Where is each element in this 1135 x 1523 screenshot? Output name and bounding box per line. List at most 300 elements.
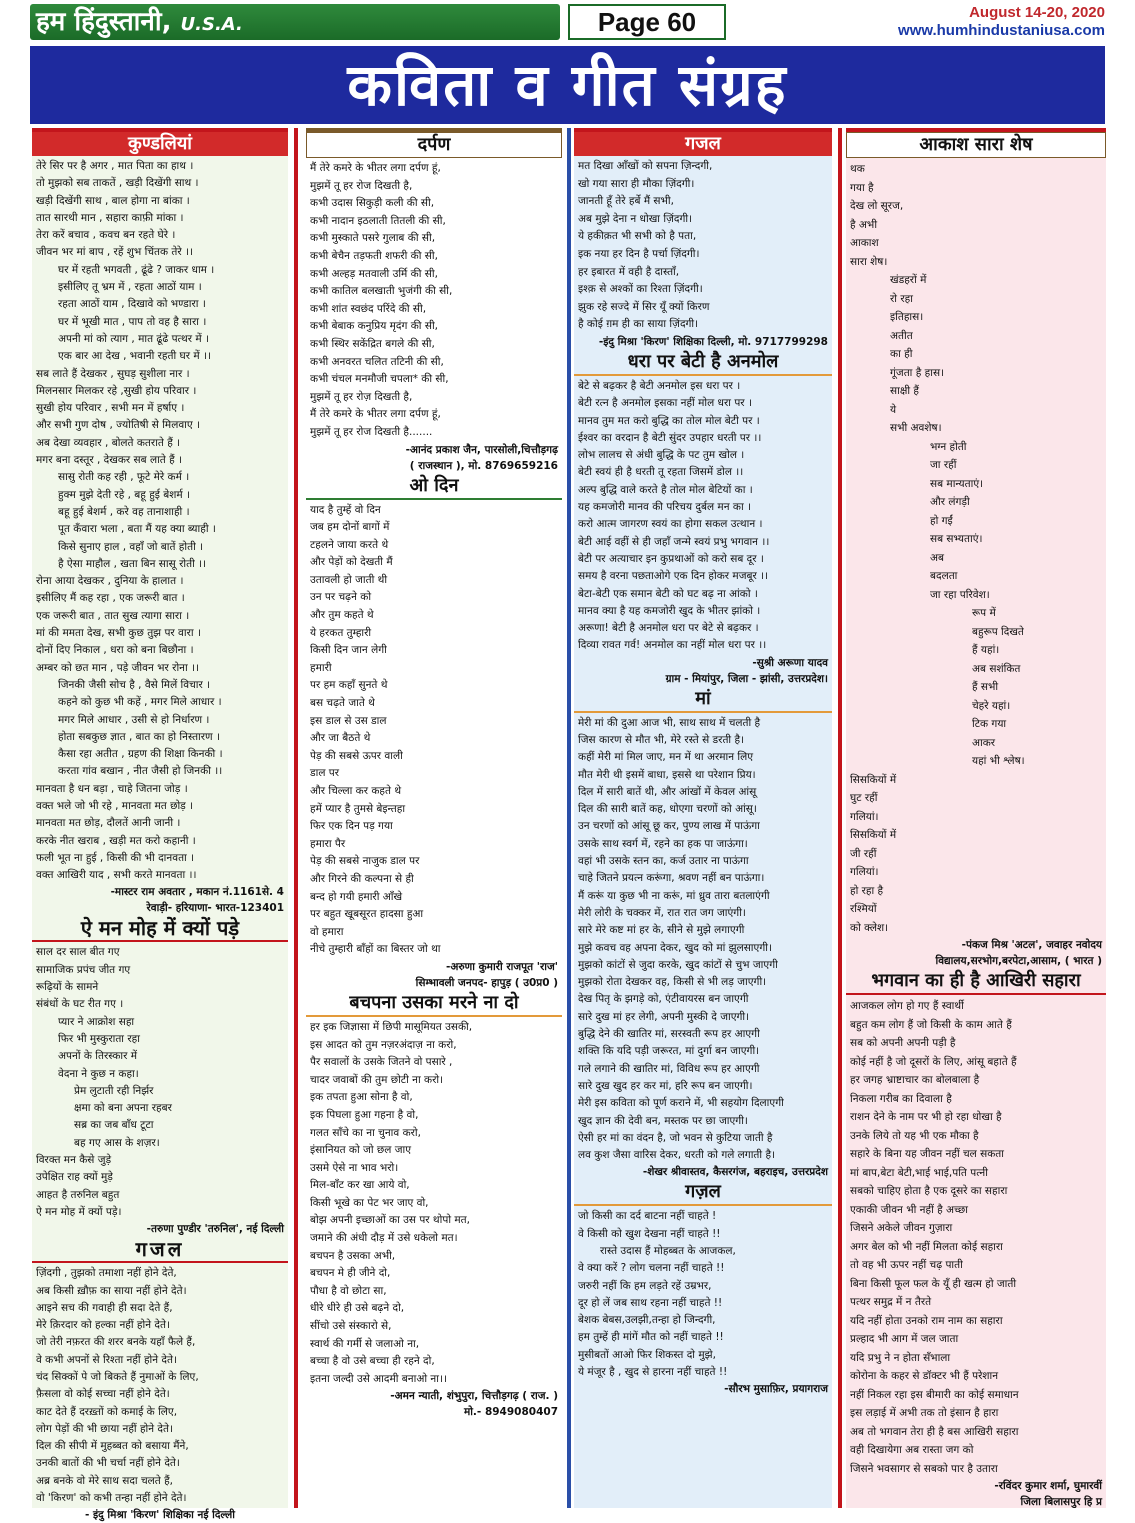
poem-line: टिक गया	[972, 718, 1007, 730]
poem-line: यदि प्रभु ने न होता सँभाला	[850, 1351, 951, 1364]
poem-line: रश्मियों	[850, 903, 877, 915]
poem-line: अतीत	[890, 329, 913, 342]
author-bachpan: -अमन न्याती, शंभुपुरा, चित्तौड़गढ़ ( राज. )	[390, 1390, 558, 1403]
poem-line: उपेक्षित राह क्यों मुड़े	[36, 1171, 113, 1184]
author-odin: -अरुणा कुमारी राजपूत 'राज'	[445, 960, 558, 973]
author-beti-address: ग्राम - मियांपुर, जिला - झांसी, उत्तरप्रदेश।	[665, 672, 828, 685]
page-number: Page 60	[568, 4, 726, 40]
poem-line: इतना जल्दी उसे आदमी बनाओ ना।।	[310, 1372, 447, 1385]
poem-line: मुसीबतों आओ फिर शिकस्त दो मुझे,	[578, 1348, 716, 1361]
author-akash-address: विद्यालय,सरभोग,बरपेटा,आसाम, ( भारत )	[935, 955, 1102, 967]
poem-line: वे कभी अपनों से रिश्ता नहीं होने देते।	[36, 1353, 177, 1366]
poem-line: गलियां।	[850, 866, 879, 878]
poem-line: अगर बेल को भी नहीं मिलता कोई सहारा	[850, 1240, 1003, 1253]
poem-line: लव कुश जैसा वारिस देकर, धरती को गले लगाती है।	[578, 1149, 776, 1162]
poem-line: जिनकी जैसी सोच है , वैसे मिलें विचार ।	[58, 678, 211, 691]
poem-line: सासु रोती कह रही , फूटे मेरे कर्म ।	[58, 471, 190, 484]
poem-line: संबंधों के घट रीत गए ।	[36, 998, 124, 1011]
poem-line: कभी चंचल मनमौजी चपला* की सी,	[310, 373, 449, 386]
poem-line: ऐसी हर मां का वंदन है, जो भवन से कुटिया जाती है	[578, 1131, 773, 1144]
poem-line: कोई नहीं है जो दूसरों के लिए, आंसू बहाते हैं	[850, 1055, 1017, 1068]
poem-line: भग्न होती	[930, 440, 967, 453]
poem-line: गया है	[850, 181, 874, 194]
poem-line: हो गईं	[930, 514, 953, 527]
poem-title-gajal: गजल	[574, 132, 832, 156]
poem-line: फली भूत ना हुई , किसी की भी दानवता ।	[36, 851, 195, 864]
poem-line: सारे दुख खुद हर कर मां, हरि रूप बन जाएगी।	[578, 1079, 753, 1092]
poem-line: बन्द हो गयी हमारी आँखे	[310, 890, 403, 903]
poem-line: उतावली हो जाती थी	[310, 573, 388, 586]
poem-line: सब्र का जब बाँध टूटा	[74, 1119, 154, 1132]
poem-line: खो गया सारा ही मौका ज़िंदगी।	[578, 177, 695, 190]
poem-kundaliyan	[32, 156, 288, 884]
poem-line: दिव्या रावत गर्व! अनमोल का नहीं मोल धरा पर ।।	[578, 639, 767, 652]
poem-line: दूर हो लें जब साथ रहना नहीं चाहते !!	[578, 1296, 723, 1309]
column-4	[846, 128, 1106, 1508]
poem-line: अब किसी ख़ौफ़ का साया नहीं होने देते।	[36, 1284, 187, 1297]
poem-line: अब सशंकित	[972, 662, 1021, 675]
poem-line: है अभी	[850, 218, 878, 231]
column-2	[306, 128, 562, 1508]
poem-line: हुक्म मुझे देती रहे , बहू हुई बेशर्म ।	[58, 488, 191, 501]
poem-title-bachpan: बचपना उसका मरने ना दो	[306, 991, 562, 1017]
poem-line: अम्बर को छत मान , पड़े जीवन भर रोना ।।	[36, 661, 200, 674]
poem-line: है ऐसा माहौल , खता बिन सासू रोती ।।	[58, 557, 207, 570]
poem-line: का ही	[890, 348, 913, 360]
poem-line: जिसने भवसागर से सबको पार है उतारा	[850, 1462, 998, 1475]
poem-line: गलत साँचे का ना चुनाव करो,	[310, 1126, 421, 1139]
poem-title-kundaliyan: कुण्डलियां	[32, 132, 288, 156]
poem-line: वे क्या करें ? लोग चलना नहीं चाहते !!	[578, 1262, 725, 1275]
poem-line: हमारी	[310, 661, 332, 674]
poem-line: वही दिखायेगा अब रास्ता जग को	[850, 1444, 974, 1456]
poem-line: इक नया हर दिन है पर्चा ज़िंदगी।	[578, 247, 700, 260]
poem-line: है कोई ग़म ही का साया ज़िंदगी।	[578, 318, 699, 331]
poem-line: तो मुझको सब ताकतें , खड़ी दिखेंगी साथ ।	[36, 177, 199, 190]
poem-line: हमारा पैर	[310, 837, 346, 850]
poem-line: एक बार आ देख , भवानी रहती घर में ।।	[58, 350, 211, 363]
poem-line: वो हमारा	[310, 925, 344, 938]
poem-bachpan	[306, 1017, 562, 1388]
poem-line: सहारे के बिना यह जीवन नहीं चल सकता	[850, 1148, 1004, 1160]
column-1	[32, 128, 288, 1522]
poem-line: हम तुम्हें ही मांगें मौत को नहीं चाहते !!	[578, 1331, 724, 1344]
poem-line: जिसने अकेले जीवन गुज़ारा	[850, 1222, 953, 1234]
poem-line: मेरी इस कविता को पूर्ण कराने में, भी सहयोग दिलाएगी	[578, 1097, 784, 1110]
poem-beti	[574, 376, 832, 655]
poem-line: नहीं निकल रहा इस बीमारी का कोई समाधान	[850, 1388, 1019, 1401]
poem-line: कभी अल्हड़ मतवाली उर्मि की सी,	[310, 267, 438, 280]
poem-line: प्यार ने आक्रोश सहा	[58, 1015, 135, 1028]
poem-line: यदि नहीं होता उनको राम नाम का सहारा	[850, 1314, 1003, 1327]
poem-line: जब हम दोनों बागों में	[310, 521, 390, 534]
poem-line: ये हकीक़त भी सभी को है पता,	[578, 230, 697, 243]
poem-line: प्रेम लुटाती रही निर्झर	[74, 1084, 154, 1097]
poem-line: सब सभ्यताएं।	[930, 533, 983, 545]
poem-line: विरक्त मन कैसे जुड़े	[36, 1154, 112, 1167]
poem-line: रूप में	[972, 607, 996, 619]
poem-line: घर में रहती भगवती , ढूंढे ? जाकर धाम ।	[58, 263, 215, 276]
poem-line: बोझ अपनी इच्छाओं का उस पर थोपो मत,	[310, 1214, 470, 1227]
poem-line: उनके लिये तो यह भी एक मौका है	[850, 1129, 979, 1142]
poem-line: ज़िंदगी , तुझको तमाशा नहीं होने देते,	[36, 1267, 177, 1280]
author-ghazal: - इंदु मिश्रा 'किरण' शिक्षिका नई दिल्ली	[84, 1509, 235, 1522]
poem-line: करता गांव बखान , नीत जैसी हो जिनकी ।।	[58, 765, 223, 778]
poem-line: मानवता है धन बड़ा , चाहे जितना जोड़ ।	[36, 782, 188, 795]
poem-line: तेरे सिर पर है अगर , मात पिता का हाथ ।	[36, 160, 194, 172]
poem-line: डाल पर	[310, 767, 340, 780]
poem-line: बिना किसी फूल फल के यूँ ही खत्म हो जाती	[850, 1277, 1017, 1290]
poem-line: किसी भूखे का पेट भर जाए वो,	[310, 1196, 429, 1209]
poem-line: इतिहास।	[890, 311, 924, 323]
poem-line: बेटे से बढ़कर है बेटी अनमोल इस धरा पर ।	[578, 379, 741, 392]
poem-line: अब	[930, 551, 945, 564]
author-bachpan-contact: मो.- 8949080407	[463, 1406, 558, 1419]
poem-line: उन चरणों को आंसू छू कर, पुण्य लाख में पाऊंगा	[578, 820, 760, 833]
author-bhagwan: -रविंदर कुमार शर्मा, घुमारवीं	[994, 1480, 1102, 1492]
poem-line: अपनों के तिरस्कार में	[58, 1050, 138, 1063]
poem-line: आहत है तरुनिल बहुत	[36, 1188, 120, 1201]
author-odin-address: सिम्भावली जनपद- हापुड़ ( उ0प्र0 )	[415, 976, 558, 989]
poem-line: लोग पेड़ों की भी छाया नहीं होने देते।	[36, 1422, 173, 1435]
poem-line: फ़ैसला वो कोई सच्चा नहीं होने देते।	[36, 1388, 170, 1401]
poem-line: सामाजिक प्रपंच जीत गए	[36, 963, 131, 976]
poem-line: स्वार्थ की गर्मी से जलाओ ना,	[310, 1337, 420, 1350]
poem-line: बेटा-बेटी एक समान बेटी को घट बढ़ ना आंको ।	[578, 587, 758, 600]
poem-odin	[306, 500, 562, 959]
poem-line: और तुम कहते थे	[310, 609, 374, 622]
issue-info	[898, 4, 1105, 40]
poem-line: उनकी बातों की भी चर्चा नहीं होने देते।	[36, 1457, 180, 1470]
poem-line: मैं तेरे कमरे के भीतर लगा दर्पण हूं,	[310, 408, 441, 421]
poem-line: इक तपता हुआ सोना है वो,	[310, 1091, 413, 1104]
poem-line: जमाने की अंधी दौड़ में उसे धकेलो मत।	[310, 1232, 458, 1245]
poem-line: बह गए आस के शज़र।	[74, 1136, 160, 1149]
poem-title-ghazal: गजल	[32, 1237, 288, 1263]
author-mann: -तरुणा पुण्डीर 'तरुनिल', नई दिल्ली	[146, 1223, 284, 1236]
poem-line: टहलने जाया करते थे	[310, 538, 389, 551]
poem-line: मुझमें तू हर रोज दिखती है.......	[310, 425, 433, 438]
author-darpan: -आनंद प्रकाश जैन, पारसोली,चित्तौड़गढ़	[405, 443, 558, 456]
poem-line: थक	[850, 163, 865, 175]
poem-line: पेड़ की सबसे नाजुक डाल पर	[310, 855, 420, 868]
brand-usa: U.S.A.	[180, 14, 243, 35]
poem-line: हमें प्यार है तुमसे बेइन्तहा	[310, 802, 406, 815]
poem-line: खंडहरों में	[890, 274, 927, 286]
poem-line: वक्त भले जो भी रहे , मानवता मत छोड़ ।	[36, 799, 194, 812]
author-akash: -पंकज मिश्र 'अटल', जवाहर नवोदय	[961, 939, 1102, 951]
poem-line: मुझमें तू हर रोज दिखती है,	[310, 179, 413, 192]
poem-line: मेरी लोरी के चक्कर में, रात रात जग जाएंगी।	[578, 906, 746, 919]
poem-ghazal	[32, 1263, 288, 1507]
poem-line: समय है वरना पछताओगे एक दिन होकर मजबूर ।।	[578, 570, 769, 583]
poem-line: मुझको कांटों से जुदा करके, खुद कांटों से चुभ जाएगी	[578, 958, 778, 971]
poem-gazal2	[574, 1206, 832, 1381]
poem-line: मेरे क़िरदार को हल्का नहीं होने देते।	[36, 1319, 170, 1332]
poem-line: देख पितृ के झगड़े को, एंटीवायरस बन जाएगी	[578, 993, 749, 1006]
poem-line: कभी बेचैन तड़फती शफरी की सी,	[310, 249, 438, 262]
poem-line: आइने सच की गवाही ही सदा देते हैं,	[36, 1301, 173, 1314]
poem-line: गूंजता है हास।	[890, 366, 945, 379]
poem-line: सब को अपनी अपनी पड़ी है	[850, 1037, 956, 1049]
poem-line: तात सारथी मान , सहारा काफ़ी मांका ।	[36, 211, 184, 224]
brand-name: हम हिंदुस्तानी,	[36, 7, 172, 37]
poem-line: वक्त आखिरी याद , सभी करते मानवता ।।	[36, 869, 197, 882]
poem-line: रो रहा	[890, 292, 913, 305]
poem-line: साक्षी हैं	[890, 385, 919, 397]
poem-line: यहां भी श्लेष।	[972, 755, 1025, 767]
poem-line: हो रहा है	[850, 884, 884, 897]
poem-line: वो 'किरण' को कभी तन्हा नहीं होने देते।	[36, 1492, 187, 1505]
poem-line: जानती हूँ तेरे हर्बे मैं सभी,	[578, 195, 674, 208]
poem-line: बचपन मे ही जीने दो,	[310, 1267, 391, 1280]
poem-title-darpan: दर्पण	[306, 132, 562, 158]
poem-line: घर में भूखी मात , पाप तो वह है सारा ।	[58, 315, 207, 328]
poem-line: इश्क़ से अश्कों का रिश्ता ज़िंदगी।	[578, 283, 703, 296]
poem-line: धीरे धीरे ही उसे बढ़ने दो,	[310, 1302, 405, 1315]
poem-line: पैर सवालों के उसके जितने वो पसारे ,	[310, 1056, 453, 1069]
poem-line: रास्ते उदास हैं मोहब्बत के आजकल,	[600, 1245, 736, 1257]
poem-line: मुझे कवच वह अपना देकर, खुद को मां झुलसाएगी।	[578, 941, 772, 954]
poem-line: और पेड़ों को देखती मैं	[310, 556, 393, 569]
poem-line: आकाश	[850, 237, 879, 249]
column-divider	[294, 128, 298, 1508]
poem-line: और चिल्ला कर कहते थे	[310, 785, 402, 797]
poem-line: और सभी गुण दोष , ज्योतिषी से मिलवाए ।	[36, 419, 201, 432]
author-maa: -शेखर श्रीवास्तव, कैसरगंज, बहराइच, उत्तरप्रदेश	[642, 1166, 828, 1179]
poem-line: जो तेरी नफ़रत की शरर बनके यहाँ फैले हैं,	[36, 1336, 196, 1349]
poem-line: ये	[890, 403, 897, 416]
author-kundaliyan: -मास्टर राम अवतार , मकान नं.1161से. 4	[110, 886, 284, 899]
author-gajal: -इंदु मिश्रा 'किरण' शिक्षिका दिल्ली, मो. 9717799298	[598, 335, 828, 348]
poem-title-maa: मां	[574, 687, 832, 713]
poem-line: अल्प बुद्धि वाले करते है तोल मोल बेटियों का ।	[578, 483, 753, 496]
poem-line: लोभ लालच से अंधी बुद्धि के पट तुम खोल ।	[578, 449, 745, 462]
poem-line: मौत मेरी थी इसमें बाधा, इससे था परेशान प्रिय।	[578, 768, 756, 781]
poem-line: इस लड़ाई में अभी तक तो इंसान है हारा	[850, 1407, 999, 1419]
poem-line: किसी दिन जान लेगी	[310, 644, 387, 657]
poem-title-akash: आकाश सारा शेष	[846, 132, 1106, 158]
poem-line: दिल में सारी बातें थी, और आंखों में केवल आंसू	[578, 785, 757, 798]
poem-line: सभी अवशेष।	[890, 422, 942, 434]
poem-title-beti: धरा पर बेटी है अनमोल	[574, 350, 832, 376]
poem-line: और गिरने की कल्पना से ही	[310, 872, 414, 885]
poem-line: फिर एक दिन पड़ गया	[310, 820, 393, 833]
poem-line: अब देखा व्यवहार , बोलते कतराते हैं ।	[36, 436, 181, 449]
poem-line: बहू हुई बेशर्म , करे वह तानाशाही ।	[58, 505, 190, 518]
poem-line: इक पिघला हुआ गहना है वो,	[310, 1108, 419, 1121]
poem-darpan	[306, 158, 562, 442]
poem-mann	[32, 942, 288, 1221]
newspaper-brand	[30, 4, 560, 40]
poem-line: मुझको रोता देखकर वह, किसी से भी लड़ जाएगी।	[578, 976, 767, 989]
poem-line: बस चढ़ते जाते थे	[310, 697, 375, 710]
poem-line: कभी अनवरत चलित तटिनी की सी,	[310, 355, 444, 368]
poem-line: मानव क्या है यह कमजोरी खुद के भीतर झांको ।	[578, 604, 761, 617]
poem-line: उसके साथ स्वर्ग में, रहने का हक पा जाऊंगा।	[578, 837, 748, 850]
poem-line: प्रल्हाद भी आग में जल जाता	[850, 1333, 959, 1345]
poem-line: पर हम कहाँ सुनते थे	[310, 679, 388, 692]
poem-line: मत दिखा आँखों को सपना ज़िन्दगी,	[578, 160, 713, 172]
poem-line: सारे दुख मां हर लेगी, अपनी मुस्की दे जाएगी।	[578, 1010, 750, 1023]
poem-line: बदलता	[930, 570, 958, 582]
column-divider	[567, 128, 571, 1508]
poem-line: कभी शांत स्वछंद परिंदे की सी,	[310, 302, 427, 315]
poem-title-bhagwan: भगवान का ही है आखिरी सहारा	[846, 969, 1106, 995]
poem-line: बेटी आई वहीं से ही जहाँ जन्मे स्वयं प्रभु भगवान ।।	[578, 535, 770, 548]
column-3	[574, 128, 832, 1508]
poem-line: चाहे जितने प्रयत्न करूंगा, श्रवण नहीं बन पाऊंगा।	[578, 872, 765, 885]
poem-title-gazal2: गज़ल	[574, 1180, 832, 1206]
poem-line: सारा शेष।	[850, 255, 888, 268]
poem-line: चंद सिक्कों पे जो बिकते हैं नुमाओं के लिए,	[36, 1371, 199, 1383]
poem-bhagwan	[846, 995, 1106, 1478]
poem-line: सिसकियों में	[850, 773, 897, 786]
author-bhagwan-address: जिला बिलासपुर हि प्र	[1020, 1496, 1102, 1508]
poem-line: आजकल लोग हो गए हैं स्वार्थी	[850, 1000, 964, 1012]
poem-line: गलियां।	[850, 810, 879, 823]
poem-line: रहता आठों याम , दिखावे को भण्डारा ।	[58, 298, 206, 311]
poem-line: अब मुझे देना न धोखा ज़िंदगी।	[578, 212, 693, 225]
poem-line: करके नीत खराब , खड़ी मत करो कहानी ।	[36, 834, 196, 847]
poem-line: मिल-बाँट कर खा आये वो,	[310, 1179, 410, 1192]
poem-line: सब मान्यताएं।	[930, 477, 984, 490]
poem-line: राशन देने के नाम पर भी हो रहा धोखा है	[850, 1111, 1002, 1123]
poem-line: यह कमजोरी मानव की परिचय दुर्बल मन का ।	[578, 501, 751, 514]
poem-line: ये हरकत तुम्हारी	[310, 626, 372, 639]
poem-line: इस आदत को तुम नज़रअंदाज़ ना करो,	[310, 1038, 457, 1051]
poem-line: सबको चाहिए होता है एक दूसरे का सहारा	[850, 1185, 1008, 1197]
poem-line: अपनी मां को त्याग , मात ढूंढे पत्थर में ।	[58, 332, 209, 345]
poem-line: फिर भी मुस्कुराता रहा	[58, 1032, 140, 1045]
poem-line: कहने को कुछ भी कहें , मगर मिले आधार ।	[58, 696, 222, 709]
poem-line: जी रहीं	[850, 847, 877, 860]
poem-line: साल दर साल बीत गए	[36, 946, 120, 959]
poem-line: बहुरूप दिखते	[972, 625, 1024, 638]
poem-line: एकाकी जीवन भी नहीं है अच्छा	[850, 1203, 969, 1216]
poem-line: मगर मिले आधार , उसी से हो निर्धारण ।	[58, 713, 210, 726]
poem-line: करो आत्म जागरण स्वयं का होगा सकल उत्थान ।	[578, 518, 763, 531]
poem-line: कभी नादान इठलाती तितली की सी,	[310, 214, 446, 227]
poem-line: इसीलिए तू भ्रम में , रहता आठों याम ।	[58, 281, 202, 294]
poem-line: हर इबारत में वही है दास्ताँ,	[578, 265, 680, 278]
poem-line: सारे मेरे कष्ट मां हर के, सीने से मुझे लगाएगी	[578, 924, 745, 937]
poem-line: हैं सभी	[972, 681, 999, 693]
poem-line: देख लो सूरज,	[850, 200, 904, 212]
poem-line: चादर जवाबों की तुम छोटी ना करो।	[310, 1073, 444, 1086]
poem-line: मैं तेरे कमरे के भीतर लगा दर्पण हूं,	[310, 162, 441, 174]
poem-line: अब तो भगवान तेरा ही है बस आखिरी सहारा	[850, 1425, 1019, 1438]
poem-line: बेटी रत्न है अनमोल इसका नहीं मोल धरा पर ।	[578, 397, 752, 410]
poem-line: तेरा करें बचाव , कवच बन रहते घेरे ।	[36, 229, 176, 242]
poem-line: बेटी पर अत्याचार इन कुप्रथाओं को करो सब दूर ।	[578, 552, 764, 565]
poem-akash	[846, 158, 1106, 937]
poem-line: जीवन भर मां बाप , रहें शुभ चिंतक तेरे ।।	[36, 246, 193, 259]
poem-line: और लंगड़ी	[930, 496, 970, 508]
poem-maa	[574, 713, 832, 1165]
poem-line: झुक रहे सज्दे में सिर यूँ क्यों किरण	[578, 300, 710, 313]
poem-line: बेटी स्वयं ही है धरती तू रहता जिसमें डोल ।।	[578, 466, 744, 479]
section-banner: कविता व गीत संग्रह	[30, 46, 1105, 124]
poem-line: कभी मुस्काते पसरे गुलाब की सी,	[310, 232, 436, 245]
poem-line: बेशक बेबस,उलझी,तन्हा हो जिन्दगी,	[578, 1314, 716, 1327]
poem-line: वेदना ने कुछ न कहा।	[58, 1067, 139, 1080]
poem-line: अरूणा! बेटी है अनमोल धरा पर बेटे से बढ़कर ।	[578, 622, 759, 635]
poem-line: घुट रहीं	[850, 792, 878, 804]
poem-line: बचपन है उसका अभी,	[310, 1249, 396, 1262]
website-link[interactable]: www.humhindustaniusa.com	[898, 22, 1105, 39]
poem-line: मुझमें तू हर रोज़ दिखती है,	[310, 390, 413, 403]
poem-line: ईश्वर का वरदान है बेटी सुंदर उपहार धरती पर ।।	[578, 431, 762, 444]
poem-line: खड़ी दिखेंगी साथ , बाल होगा ना बांका ।	[36, 194, 190, 207]
poem-line: पर बहुत खूबसूरत हादसा हुआ	[310, 908, 424, 921]
poem-line: उसमे ऐसे ना भाव भरो।	[310, 1161, 399, 1174]
poem-line: बुद्धि देने की खातिर मां, सरस्वती रूप हर आएगी	[578, 1028, 760, 1041]
poem-line: दिल की सीपी में मुहब्बत को बसाया मैंने,	[36, 1440, 189, 1453]
poem-line: बच्चा है वो उसे बच्चा ही रहने दो,	[310, 1355, 435, 1368]
poem-line: इंसानियत को जो छल जाए	[310, 1144, 412, 1157]
poem-line: हर इक जिज्ञासा में छिपी मासूमियत उसकी,	[310, 1020, 473, 1033]
poem-line: सब लाते हैं देखकर , सुघड़ सुशीला नार ।	[36, 367, 190, 380]
poem-line: उन पर चढ़ने को	[310, 591, 372, 604]
poem-line: दोनों दिए निकाल , धरा को बना बिछौना ।	[36, 644, 194, 657]
poem-line: जो किसी का दर्द बाटना नहीं चाहते !	[578, 1210, 717, 1223]
poem-line: कैसा रहा अतीत , ग्रहण की शिक्षा किनकी ।	[58, 748, 223, 761]
poem-line: कभी बेबाक कनुप्रिय मृदंग की सी,	[310, 320, 439, 333]
poem-line: चेहरे यहां।	[972, 699, 1011, 712]
poem-line: कभी स्थिर सकेंद्रित बगले की सी,	[310, 337, 435, 350]
poem-title-odin: ओ दिन	[306, 474, 562, 500]
poem-line: ये मंजूर है , खुद से हारना नहीं चाहते !!	[578, 1366, 728, 1379]
poem-line: वे किसी को खुश देखना नहीं चाहते !!	[578, 1227, 721, 1240]
poem-line: मां की ममता देख, सभी कुछ तुझ पर वारा ।	[36, 627, 201, 640]
poem-line: शक्ति कि यदि पड़ी जरूरत, मां दुर्गा बन जाएगी।	[578, 1045, 760, 1058]
poem-line: याद है तुम्हें वो दिन	[310, 503, 381, 516]
author-beti: -सुश्री अरूणा यादव	[752, 656, 828, 669]
poem-gajal	[574, 156, 832, 334]
poem-line: मेरी मां की दुआ आज भी, साथ साथ में चलती है	[578, 716, 761, 729]
poem-line: नीचे तुम्हारी बाँहों का बिस्तर जो था	[310, 943, 441, 956]
issue-date: August 14-20, 2020	[969, 4, 1105, 21]
poem-line: कभी कातिल बलखाती भुजंगी की सी,	[310, 285, 453, 298]
author-darpan-contact: ( राजस्थान ), मो. 8769659216	[409, 459, 558, 472]
poem-line: और जा बैठते थे	[310, 732, 371, 745]
poem-line: सिसकियों में	[850, 829, 897, 841]
poem-line: किसे सुनाए हाल , वहाँ जो बातें होती ।	[58, 540, 204, 553]
poem-line: मगर बना दस्तूर , देखकर सब लाते हैं ।	[36, 454, 183, 467]
poem-line: रोना आया देखकर , दुनिया के हालात ।	[36, 575, 184, 588]
poem-line: कोरोना के कहर से डॉक्टर भी हैं परेशान	[850, 1370, 999, 1382]
masthead	[30, 4, 1105, 42]
poem-line: मानवता मत छोड़, दौलतें आनी जानी ।	[36, 817, 181, 830]
poem-line: जिस कारण से मौत भी, मेरे रस्ते से डरती है।	[578, 733, 745, 746]
poem-line: एक जरूरी बात , तात सुख त्यागा सारा ।	[36, 609, 190, 622]
poem-line: तो वह भी ऊपर नहीं चढ़ पाती	[850, 1259, 963, 1271]
poem-line: अब्र बनके वो मेरे साथ सदा चलते हैं,	[36, 1474, 174, 1487]
poem-line: मैं करूं या कुछ भी ना करूं, मां ध्रुव तारा बतलाएंगी	[578, 889, 770, 902]
poem-line: ऐ मन मोह में क्यों पड़े।	[36, 1205, 122, 1218]
poem-line: जरुरी नहीं कि हम लड़ते रहें उम्रभर,	[578, 1279, 712, 1292]
poem-line: हर जगह भ्राष्टाचार का बोलबाला है	[850, 1074, 980, 1086]
poem-line: इस डाल से उस डाल	[310, 714, 387, 727]
poem-line: बहुत कम लोग हैं जो किसी के काम आते हैं	[850, 1018, 1012, 1031]
poem-line: मिलनसार मिलकर रहे ,सुखी होय परिवार ।	[36, 384, 197, 397]
poem-line: को क्लेश।	[850, 921, 889, 934]
poem-line: सींचो उसे संस्कारो से,	[310, 1320, 392, 1333]
poem-line: निकला गरीब का दिवाला है	[850, 1092, 952, 1105]
poem-line: पत्थर समुद्र में न तैरते	[850, 1296, 932, 1308]
poem-line: दिल की सारी बातें कह, धोएगा चरणों को आंसू।	[578, 803, 757, 816]
